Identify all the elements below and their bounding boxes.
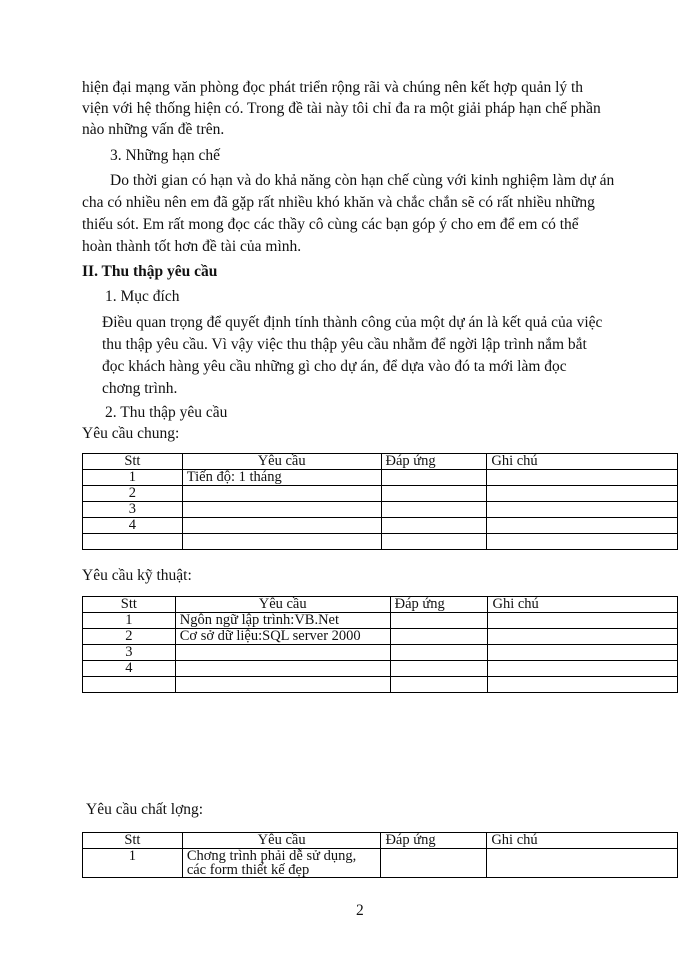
table-cell (175, 661, 390, 677)
header-cell: Đáp ứng (390, 597, 488, 613)
table-cell (488, 629, 678, 645)
table-row (83, 629, 678, 645)
table-cell (83, 534, 183, 550)
header-cell: Ghi chú (487, 454, 678, 470)
table-row (83, 534, 678, 550)
paragraph-line: chơng trình. (102, 380, 178, 397)
header-cell: Stt (83, 454, 183, 470)
table-cell (381, 518, 487, 534)
header-cell: Yêu cầu (175, 597, 390, 613)
table-cell (390, 661, 488, 677)
general-requirements-table (82, 453, 678, 550)
table-row (83, 613, 678, 629)
table-row (83, 518, 678, 534)
paragraph-line: nào những vấn đề trên. (82, 121, 225, 138)
paragraph-line: thu thập yêu cầu. Vì vậy việc thu thập yêu cầu nhằm để ngời lập trình nắm bắt (102, 336, 587, 353)
table-cell: 2 (83, 486, 183, 502)
table-header-row (83, 454, 678, 470)
paragraph-line: đọc khách hàng yêu cầu những gì cho dự án, để dựa vào đó ta mới làm đọc (102, 358, 567, 375)
table-cell (182, 502, 381, 518)
table-cell (182, 518, 381, 534)
table-cell: 3 (83, 645, 176, 661)
table-row (83, 849, 678, 878)
paragraph-line: hoàn thành tốt hơn đề tài của mình. (82, 238, 302, 255)
table-cell (175, 645, 390, 661)
table-cell (381, 486, 487, 502)
table-cell (182, 486, 381, 502)
paragraph-line: thiếu sót. Em rất mong đọc các thầy cô cùng các bạn góp ý cho em để em có thể (82, 216, 579, 233)
header-cell: Ghi chú (488, 597, 678, 613)
table-row (83, 470, 678, 486)
table-title-technical: Yêu cầu kỹ thuật: (82, 567, 192, 584)
header-cell: Đáp ứng (381, 833, 487, 849)
page-number: 2 (356, 902, 364, 919)
table-cell (175, 677, 390, 693)
table-cell: Tiến độ: 1 tháng (182, 470, 381, 486)
table-cell (488, 677, 678, 693)
table-header-row (83, 833, 678, 849)
table-cell (487, 534, 678, 550)
table-cell (487, 849, 678, 878)
table-cell: 2 (83, 629, 176, 645)
table-row (83, 486, 678, 502)
header-cell: Ghi chú (487, 833, 678, 849)
paragraph-line: Do thời gian có hạn và do khả năng còn hạn chế cùng với kinh nghiệm làm dự án (110, 172, 615, 189)
header-cell: Stt (83, 597, 176, 613)
table-cell: Ngôn ngữ lập trình:VB.Net (175, 613, 390, 629)
table-cell (390, 677, 488, 693)
table-title-quality: Yêu cầu chất lợng: (86, 801, 204, 818)
header-cell: Đáp ứng (381, 454, 487, 470)
table-cell (487, 486, 678, 502)
section-heading-3: 3. Những hạn chế (110, 147, 220, 164)
table-cell (182, 534, 381, 550)
paragraph-line: cha có nhiều nên em đã gặp rất nhiều khó khăn và chắc chắn sẽ có rất nhiều những (82, 194, 595, 211)
header-cell: Yêu cầu (182, 833, 381, 849)
table-row (83, 502, 678, 518)
table-cell (390, 629, 488, 645)
table-cell: 3 (83, 502, 183, 518)
paragraph-line: hiện đại mạng văn phòng đọc phát triển rộng rãi và chúng nên kết hợp quản lý th (82, 79, 584, 96)
table-cell: 1 (83, 613, 176, 629)
table-cell (487, 502, 678, 518)
table-cell: 4 (83, 661, 176, 677)
table-row (83, 645, 678, 661)
paragraph-line: Điều quan trọng để quyết định tính thành công của một dự án là kết quả của việc (102, 314, 603, 331)
table-cell: Chơng trình phải dễ sử dụng, các form thiết kế đẹp (182, 849, 381, 878)
table-cell (488, 661, 678, 677)
quality-requirements-table (82, 832, 678, 878)
table-cell (381, 849, 487, 878)
table-title-general: Yêu cầu chung: (82, 425, 180, 442)
subsection-heading-2: 2. Thu thập yêu cầu (105, 404, 228, 421)
technical-requirements-table (82, 596, 678, 693)
table-cell: Cơ sở dữ liệu:SQL server 2000 (175, 629, 390, 645)
table-cell (487, 470, 678, 486)
table-cell (487, 518, 678, 534)
table-row (83, 677, 678, 693)
table-cell (390, 613, 488, 629)
table-cell (381, 470, 487, 486)
table-row (83, 661, 678, 677)
table-cell (488, 645, 678, 661)
table-cell (488, 613, 678, 629)
table-cell (381, 502, 487, 518)
table-cell (381, 534, 487, 550)
table-cell: 1 (83, 849, 183, 878)
section-heading-II: II. Thu thập yêu cầu (82, 263, 218, 280)
header-cell: Stt (83, 833, 183, 849)
table-header-row (83, 597, 678, 613)
paragraph-line: viện với hệ thống hiện có. Trong đề tài này tôi chỉ đa ra một giải pháp hạn chế phần (82, 100, 601, 117)
table-cell: 1 (83, 470, 183, 486)
table-cell: 4 (83, 518, 183, 534)
header-cell: Yêu cầu (182, 454, 381, 470)
subsection-heading-1: 1. Mục đích (105, 288, 180, 305)
table-cell (390, 645, 488, 661)
table-cell (83, 677, 176, 693)
